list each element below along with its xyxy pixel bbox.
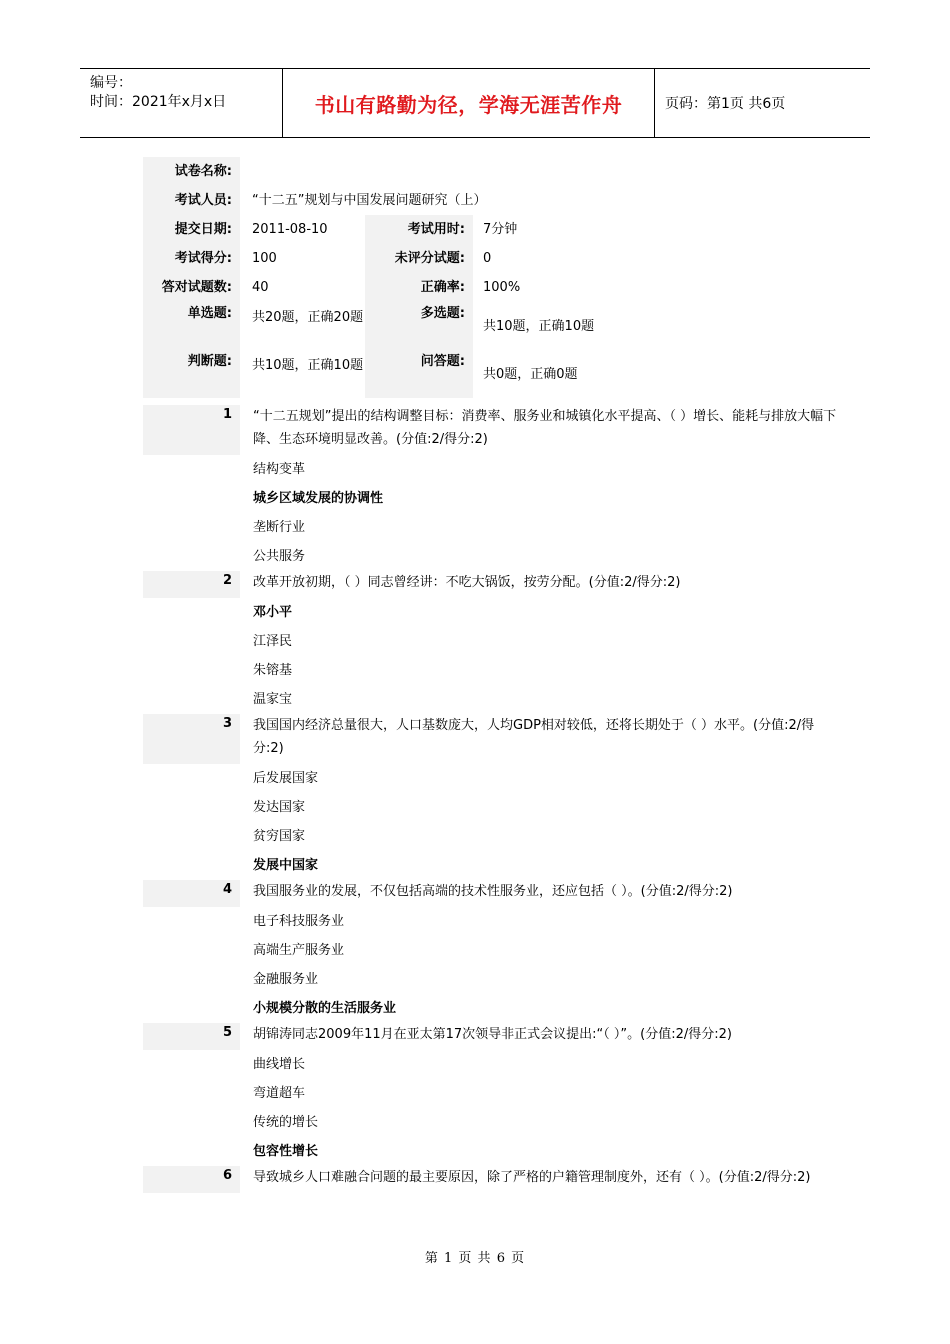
info-row [143, 157, 833, 186]
qa-label: 问答题: [365, 350, 473, 398]
info-row [143, 273, 833, 302]
duration-value: 7分钟 [483, 222, 518, 237]
paper-name-value [240, 157, 833, 186]
question-stem: 我国服务业的发展，不仅包括高端的技术性服务业，还应包括（ ）。(分值:2/得分:2) [253, 884, 733, 899]
question-item [143, 1023, 843, 1166]
option: 温家宝 [253, 692, 293, 707]
question-stem: 我国国内经济总量很大，人口基数庞大，人均GDP相对较低，还将长期处于（ ）水平。(分值:2/得分:2) [253, 718, 815, 756]
option: 弯道超车 [253, 1086, 306, 1101]
correct-count-label: 答对试题数: [143, 273, 240, 302]
single-choice-label: 单选题: [143, 302, 240, 350]
accuracy-label: 正确率: [365, 273, 473, 302]
info-row [143, 215, 833, 244]
option: 公共服务 [253, 549, 306, 564]
option: 后发展国家 [253, 771, 319, 786]
question-number: 6 [143, 1166, 240, 1193]
question-number: 2 [143, 571, 240, 598]
accuracy-value: 100% [483, 280, 521, 295]
header-motto-cell [282, 69, 655, 137]
question-item [143, 571, 843, 714]
multi-choice-value: 共10题，正确10题 [483, 319, 595, 334]
ungraded-label: 未评分试题: [365, 244, 473, 273]
question-list [143, 405, 843, 1193]
option: 曲线增长 [253, 1057, 306, 1072]
single-choice-value: 共20题，正确20题 [252, 310, 364, 325]
option: 结构变革 [253, 462, 306, 477]
option: 金融服务业 [253, 972, 319, 987]
option: 发达国家 [253, 800, 306, 815]
question-number: 4 [143, 880, 240, 907]
page-header [80, 68, 870, 138]
ungraded-value: 0 [483, 251, 492, 266]
examinee-label: 考试人员: [143, 186, 240, 215]
option: 传统的增长 [253, 1115, 319, 1130]
duration-label: 考试用时: [365, 215, 473, 244]
motto: 书山有路勤为径，学海无涯苦作舟 [314, 92, 623, 117]
header-meta [80, 69, 282, 137]
correct-option: 城乡区域发展的协调性 [253, 491, 384, 506]
header-page-cell [655, 69, 870, 137]
correct-option: 邓小平 [253, 605, 293, 620]
info-row [143, 302, 833, 350]
judge-value: 共10题，正确10题 [252, 358, 364, 373]
submit-date-value: 2011-08-10 [252, 222, 328, 237]
submit-date-label: 提交日期: [143, 215, 240, 244]
info-row [143, 244, 833, 273]
question-stem: “十二五规划”提出的结构调整目标：消费率、服务业和城镇化水平提高、（ ）增长、能耗与排放大幅下降、生态环境明显改善。(分值:2/得分:2) [253, 409, 837, 447]
option: 朱镕基 [253, 663, 293, 678]
option: 江泽民 [253, 634, 293, 649]
question-item [143, 714, 843, 880]
doc-time-label: 时间：2021年x月x日 [90, 94, 227, 110]
question-stem: 导致城乡人口难融合问题的最主要原因，除了严格的户籍管理制度外，还有（ ）。(分值:2/得分:2) [253, 1170, 811, 1185]
question-number: 1 [143, 405, 240, 455]
option: 垄断行业 [253, 520, 306, 535]
option: 电子科技服务业 [253, 914, 345, 929]
question-item [143, 880, 843, 1023]
question-item [143, 1166, 843, 1193]
judge-label: 判断题: [143, 350, 240, 398]
correct-option: 发展中国家 [253, 858, 319, 873]
doc-number-label: 编号： [90, 75, 132, 91]
score-label: 考试得分: [143, 244, 240, 273]
paper-name-label: 试卷名称: [143, 157, 240, 186]
option: 高端生产服务业 [253, 943, 345, 958]
correct-option: 包容性增长 [253, 1144, 319, 1159]
multi-choice-label: 多选题: [365, 302, 473, 350]
info-row [143, 186, 833, 215]
score-value: 100 [252, 251, 277, 266]
question-number: 5 [143, 1023, 240, 1050]
exam-info-table [143, 157, 833, 398]
page-footer: 第 1 页 共 6 页 [424, 1251, 526, 1266]
correct-count-value: 40 [252, 280, 269, 295]
question-item [143, 405, 843, 571]
info-row [143, 350, 833, 398]
correct-option: 小规模分散的生活服务业 [253, 1001, 397, 1016]
examinee-value: “十二五”规划与中国发展问题研究（上） [252, 193, 487, 208]
page-info: 页码：第1页 共6页 [665, 96, 786, 112]
question-number: 3 [143, 714, 240, 764]
question-stem: 改革开放初期，（ ）同志曾经讲：不吃大锅饭，按劳分配。(分值:2/得分:2) [253, 575, 681, 590]
option: 贫穷国家 [253, 829, 306, 844]
qa-value: 共0题，正确0题 [483, 367, 578, 382]
question-stem: 胡锦涛同志2009年11月在亚太第17次领导非正式会议提出:“（ ）”。(分值:2/得分:2) [253, 1027, 732, 1042]
